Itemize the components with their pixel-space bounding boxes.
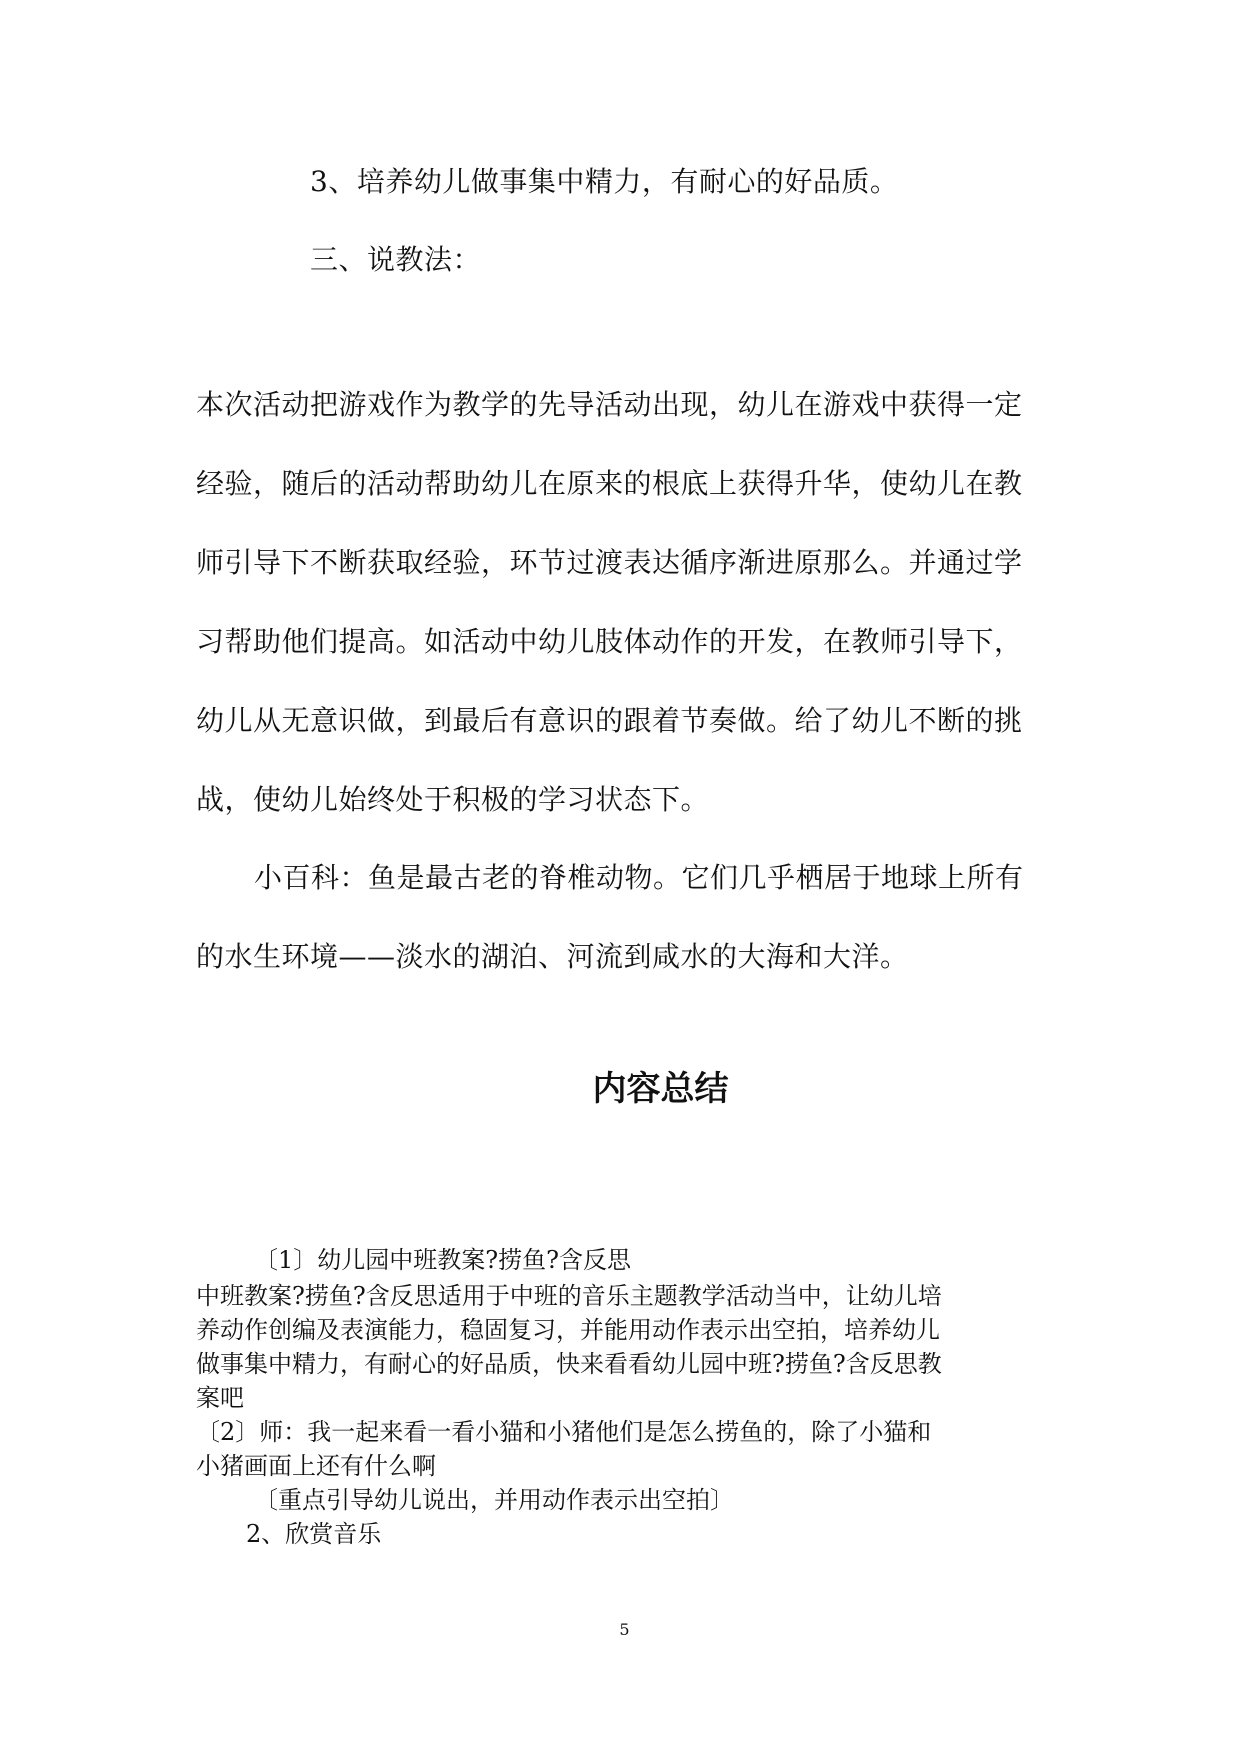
goal-3-line: 3、培养幼儿做事集中精力，有耐心的好品质。 xyxy=(310,165,899,198)
method-paragraph-line: 习帮助他们提高。如活动中幼儿肢体动作的开发，在教师引导下， xyxy=(196,625,1023,658)
summary-line: 〔重点引导幼儿说出，并用动作表示出空拍〕 xyxy=(254,1486,734,1514)
method-paragraph-line: 师引导下不断获取经验，环节过渡表达循序渐进原那么。并通过学 xyxy=(196,546,1023,579)
summary-line: 案吧 xyxy=(196,1384,244,1412)
summary-heading: 内容总结 xyxy=(592,1069,729,1109)
encyclopedia-line: 小百科：鱼是最古老的脊椎动物。它们几乎栖居于地球上所有 xyxy=(254,861,1024,894)
summary-line: 2、欣赏音乐 xyxy=(246,1520,382,1548)
summary-line: 小猪画面上还有什么啊 xyxy=(196,1452,436,1480)
summary-line: 养动作创编及表演能力，稳固复习，并能用动作表示出空拍，培养幼儿 xyxy=(196,1316,940,1344)
encyclopedia-line: 的水生环境——淡水的湖泊、河流到咸水的大海和大洋。 xyxy=(196,940,909,973)
method-paragraph-line: 经验，随后的活动帮助幼儿在原来的根底上获得升华，使幼儿在教 xyxy=(196,467,1023,500)
section-3-heading: 三、说教法： xyxy=(310,243,482,276)
page-number: 5 xyxy=(619,1620,630,1639)
summary-line: 中班教案?捞鱼?含反思适用于中班的音乐主题教学活动当中，让幼儿培 xyxy=(196,1282,942,1310)
method-paragraph-line: 本次活动把游戏作为教学的先导活动出现，幼儿在游戏中获得一定 xyxy=(196,388,1023,421)
summary-line: 〔1〕幼儿园中班教案?捞鱼?含反思 xyxy=(254,1246,632,1274)
method-paragraph-line: 战，使幼儿始终处于积极的学习状态下。 xyxy=(196,783,710,816)
summary-line: 做事集中精力，有耐心的好品质，快来看看幼儿园中班?捞鱼?含反思教 xyxy=(196,1350,942,1378)
summary-line: 〔2〕师：我一起来看一看小猫和小猪他们是怎么捞鱼的，除了小猫和 xyxy=(196,1418,932,1446)
method-paragraph-line: 幼儿从无意识做，到最后有意识的跟着节奏做。给了幼儿不断的挑 xyxy=(196,704,1023,737)
